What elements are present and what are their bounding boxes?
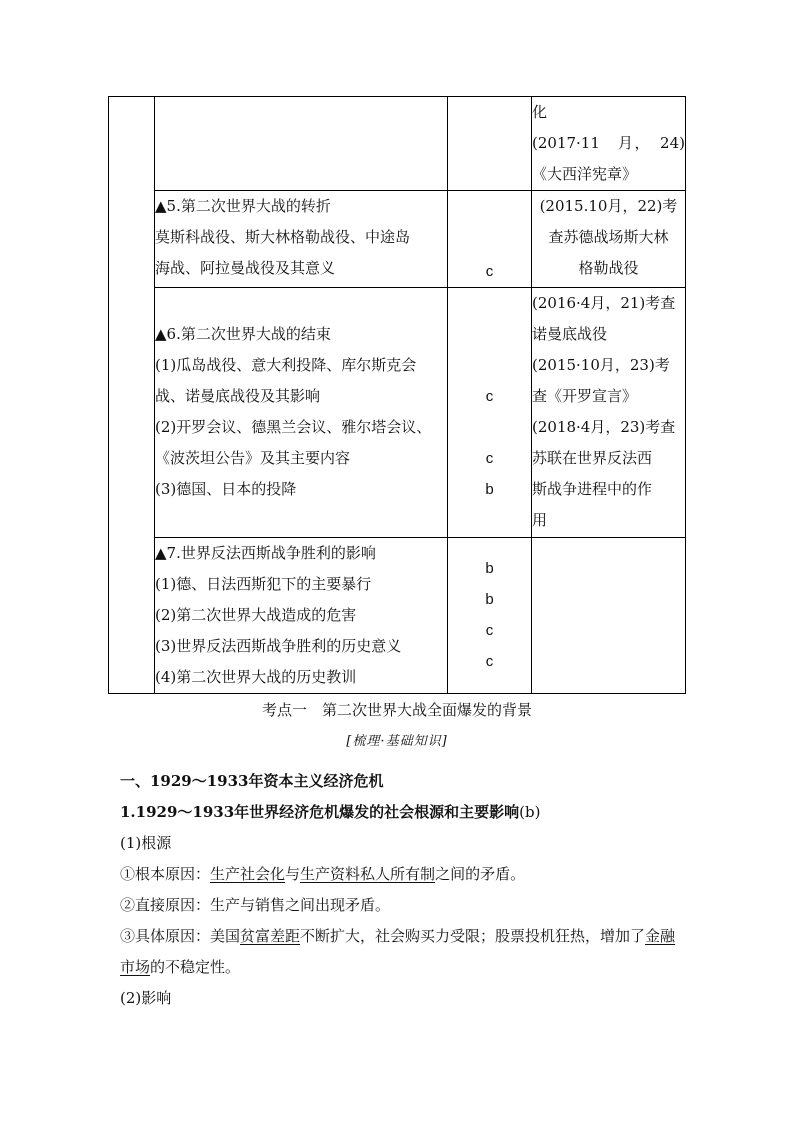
level-value: c — [485, 622, 494, 639]
exam-ref-cell — [532, 288, 686, 538]
requirement-level: (b) — [519, 803, 541, 821]
heading-crisis-roots — [120, 797, 690, 828]
level-cell — [448, 288, 532, 538]
table-row — [109, 288, 686, 538]
exam-ref-line: 查苏德战场斯大林 — [548, 228, 669, 246]
exam-ref-line: 苏联在世界反法西 — [532, 449, 653, 467]
exam-ref-line: 斯战争进程中的作 — [532, 480, 653, 498]
table-row — [109, 191, 686, 288]
level-value: b — [485, 481, 494, 498]
underlined-term: 金融市场 — [120, 927, 676, 976]
topic-line: (3)世界反法西斯战争胜利的历史意义 — [155, 637, 402, 655]
exam-ref-line: (2015.10月，22)考 — [539, 197, 678, 215]
paragraph-direct-cause: ②直接原因：生产与销售之间出现矛盾。 — [120, 896, 391, 914]
exam-ref-line: (2018·4月，23)考查 — [532, 418, 676, 436]
level-cell — [448, 191, 532, 288]
exam-ref-cell — [532, 97, 686, 191]
topic-line: 莫斯科战役、斯大林格勒战役、中途岛 — [155, 228, 411, 246]
level-value: c — [485, 450, 494, 467]
paragraph-fundamental-cause: ①根本原因：生产社会化与生产资料私人所有制之间的矛盾。 — [120, 865, 526, 883]
exam-ref-line: 《大西洋宪章》 — [532, 165, 638, 183]
topic-cell — [155, 191, 448, 288]
topic-line: ▲6.第二次世界大战的结束 — [155, 325, 331, 343]
level-value: c — [485, 653, 494, 670]
topic-line: (4)第二次世界大战的历史教训 — [155, 668, 357, 686]
level-value: b — [485, 591, 494, 608]
table-row — [109, 538, 686, 694]
heading-economic-crisis: 一、1929～1933年资本主义经济危机 — [120, 772, 384, 790]
level-value: b — [485, 560, 494, 577]
topic-line: (3)德国、日本的投降 — [155, 480, 297, 498]
topic-line: (1)德、日法西斯犯下的主要暴行 — [155, 575, 372, 593]
paragraph-specific-cause: ③具体原因：美国贫富差距不断扩大，社会购买力受限；股票投机狂热，增加了金融市场的不稳定性。 — [120, 927, 676, 976]
section-subtitle: [梳理·基础知识] — [346, 734, 448, 749]
exam-ref-line: 格勒战役 — [578, 259, 639, 277]
category-cell — [109, 97, 155, 694]
topic-line: (1)瓜岛战役、意大利投降、库尔斯克会 — [155, 356, 417, 374]
level-value: c — [485, 263, 494, 280]
topic-line: 战、诺曼底战役及其影响 — [155, 387, 321, 405]
paragraph-impact-label: (2)影响 — [120, 989, 172, 1007]
level-value: c — [485, 388, 494, 405]
exam-ref-line: 化 — [532, 103, 548, 121]
exam-ref-cell — [532, 191, 686, 288]
exam-ref-line: 用 — [532, 511, 548, 529]
topic-line: 《波茨坦公告》及其主要内容 — [155, 449, 351, 467]
topic-cell — [155, 97, 448, 191]
topic-line — [155, 288, 447, 319]
exam-ref-line: 诺曼底战役 — [532, 325, 608, 343]
topic-line: (2)第二次世界大战造成的危害 — [155, 606, 357, 624]
exam-ref-line: 查《开罗宣言》 — [532, 387, 638, 405]
table-row — [109, 97, 686, 191]
level-value — [448, 191, 531, 222]
paragraph-roots-label: (1)根源 — [120, 834, 172, 852]
exam-ref-cell — [532, 538, 686, 694]
exam-ref-line: (2015·10月，23)考 — [532, 356, 670, 374]
heading-text: 1.1929～1933年世界经济危机爆发的社会根源和主要影响 — [120, 803, 520, 821]
level-cell — [448, 97, 532, 191]
exam-outline-table — [108, 96, 686, 694]
topic-line: ▲7.世界反法西斯战争胜利的影响 — [155, 544, 376, 562]
topic-line: ▲5.第二次世界大战的转折 — [155, 197, 331, 215]
exam-ref-line: (2016·4月，21)考查 — [532, 294, 676, 312]
topic-cell — [155, 538, 448, 694]
topic-line: 海战、阿拉曼战役及其意义 — [155, 259, 336, 277]
topic-line: (2)开罗会议、德黑兰会议、雅尔塔会议、 — [155, 418, 432, 436]
underlined-term: 生产社会化 — [210, 865, 286, 883]
level-cell — [448, 538, 532, 694]
level-value — [448, 222, 531, 253]
topic-cell — [155, 288, 448, 538]
underlined-term: 贫富差距 — [240, 927, 301, 945]
section-title: 考点一 第二次世界大战全面爆发的背景 — [261, 701, 532, 719]
underlined-term: 生产资料私人所有制 — [300, 865, 436, 883]
exam-ref-line: (2017·11 月， 24) — [532, 134, 685, 152]
